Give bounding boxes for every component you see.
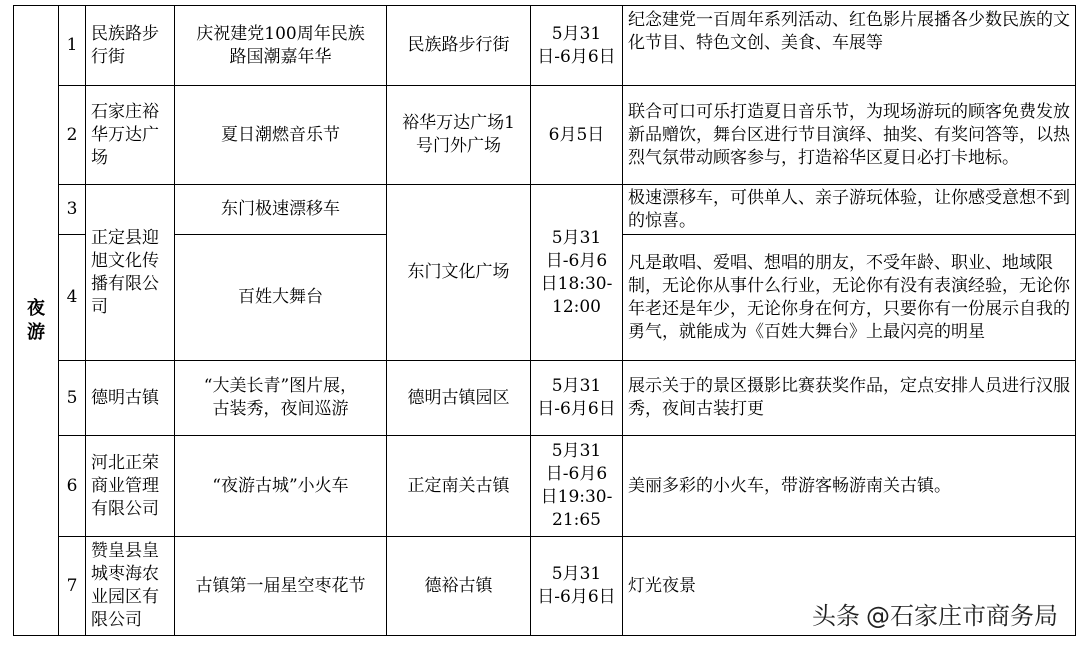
venue: 正定南关古镇: [407, 475, 510, 496]
row-number: 7: [66, 575, 78, 596]
organizer: 德明古镇: [91, 387, 159, 408]
date: 5月31日-6月6日: [537, 23, 616, 67]
venue: 东门文化广场: [407, 262, 510, 282]
date: 6月5日: [548, 124, 605, 145]
row-number: 5: [66, 387, 78, 408]
row-number: 2: [66, 124, 78, 145]
event-name: 百姓大舞台: [238, 287, 323, 307]
event-name: 夏日潮燃音乐节: [221, 124, 340, 145]
description: 凡是敢唱、爱唱、想唱的朋友，不受年龄、职业、地域限制，无论你从事什么行业，无论你有没有表演经验，无论你年老还是年少，无论你身在何方，只要你有一份展示自我的勇气，就能成为《百姓大舞台》上最闪亮的明星: [628, 252, 1070, 342]
date: 5月31日-6月6日18:30-12:00: [540, 227, 613, 317]
organizer: 正定县迎旭文化传播有限公司: [91, 227, 159, 317]
event-name: “大美长青”图片展，古装秀，夜间巡游: [203, 376, 358, 419]
watermark: [812, 596, 1058, 631]
event-name: 东门极速漂移车: [221, 199, 340, 219]
watermark-handle: @石家庄市商务局: [866, 602, 1058, 630]
event-name: 庆祝建党100周年民族路国潮嘉年华: [196, 23, 365, 67]
category-char: 夜: [27, 297, 45, 319]
event-name: “夜游古城”小火车: [212, 475, 349, 496]
description: 展示关于的景区摄影比赛获奖作品，定点安排人员进行汉服秀，夜间古装打更: [628, 376, 1070, 419]
description: 联合可口可乐打造夏日音乐节，为现场游玩的顾客免费发放新品赠饮，舞台区进行节目演绎、抽奖、有奖问答等，以热烈气氛带动顾客参与，打造裕华区夏日必打卡地标。: [628, 101, 1070, 168]
watermark-prefix: 头条: [812, 602, 860, 630]
organizer: 石家庄裕华万达广场: [91, 101, 159, 168]
date: 5月31日-6月6日19:30-21:65: [540, 441, 613, 530]
description: 美丽多彩的小火车，带游客畅游南关古镇。: [628, 475, 951, 496]
row-number: 1: [66, 35, 78, 55]
border-right: [1075, 5, 1076, 636]
venue: 德明古镇园区: [407, 387, 510, 408]
border-bottom: [13, 635, 1076, 636]
venue: 民族路步行街: [407, 35, 510, 55]
event-name: 古镇第一届星空枣花节: [195, 575, 366, 596]
organizer: 河北正荣商业管理有限公司: [91, 452, 159, 519]
category-char: 游: [27, 321, 45, 343]
description: 灯光夜景: [628, 575, 696, 596]
date: 5月31日-6月6日: [537, 376, 616, 419]
organizer: 民族路步行街: [91, 23, 159, 67]
organizer: 赞皇县皇城枣海农业园区有限公司: [91, 541, 159, 630]
description: 纪念建党一百周年系列活动、红色影片展播各少数民族的文化节目、特色文创、美食、车展等: [628, 10, 1070, 53]
date: 5月31日-6月6日: [537, 564, 616, 607]
row-number: 4: [66, 287, 78, 307]
venue: 德裕古镇: [424, 575, 493, 596]
category-cell: [14, 6, 58, 635]
row-number: 6: [66, 475, 78, 496]
row-number: 3: [66, 199, 78, 219]
description: 极速漂移车，可供单人、亲子游玩体验，让你感受意想不到的惊喜。: [628, 187, 1070, 231]
venue: 裕华万达广场1号门外广场: [402, 113, 515, 156]
